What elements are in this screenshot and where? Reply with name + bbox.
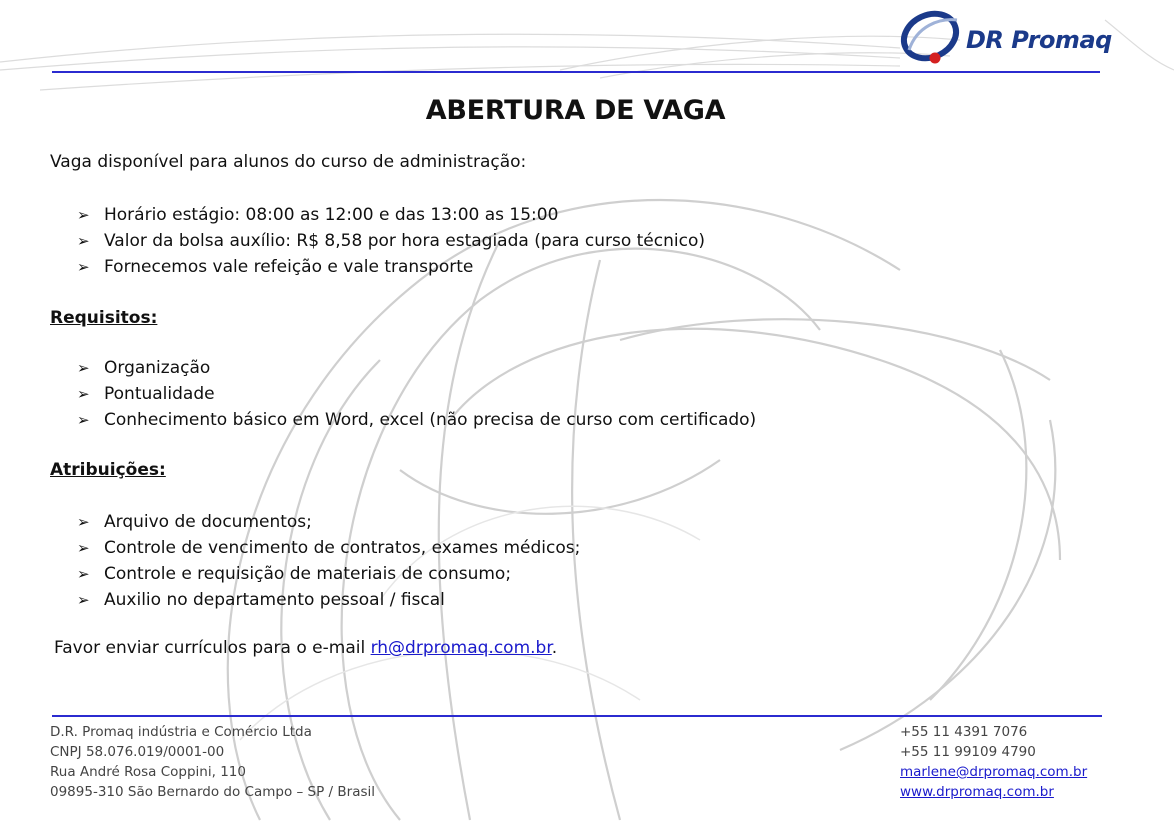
duty-item-text: Auxilio no departamento pessoal / fiscal	[104, 590, 445, 610]
footer-phone-2: +55 11 99109 4790	[900, 744, 1036, 760]
arrowhead-bullet-icon: ➢	[77, 258, 90, 276]
requirement-item-text: Conhecimento básico em Word, excel (não precisa de curso com certificado)	[104, 410, 757, 430]
duty-item-text: Controle de vencimento de contratos, exames médicos;	[104, 538, 581, 558]
footer-address	[50, 722, 375, 802]
arrowhead-bullet-icon: ➢	[77, 539, 90, 557]
page-title: ABERTURA DE VAGA	[425, 95, 726, 126]
footer-website-link[interactable]: www.drpromaq.com.br	[900, 784, 1054, 800]
footer-city: 09895-310 São Bernardo do Campo – SP / Brasil	[50, 784, 376, 800]
contact-prefix: Favor enviar currículos para o e-mail	[54, 638, 371, 658]
footer-phone-1: +55 11 4391 7076	[900, 724, 1028, 740]
requirements-heading: Requisitos:	[50, 308, 158, 328]
contact-suffix: .	[551, 638, 558, 658]
duties-heading: Atribuições:	[50, 460, 166, 480]
footer-street: Rua André Rosa Coppini, 110	[50, 764, 246, 780]
intro-text: Vaga disponível para alunos do curso de administração:	[50, 152, 527, 172]
offer-item-text: Horário estágio: 08:00 as 12:00 e das 13:00 as 15:00	[104, 205, 559, 225]
header-rule	[52, 71, 1100, 73]
logo-text: DR Promaq	[966, 26, 1112, 54]
duty-item-text: Controle e requisição de materiais de consumo;	[104, 564, 512, 584]
arrowhead-bullet-icon: ➢	[77, 565, 90, 583]
offer-item-text: Fornecemos vale refeição e vale transporte	[104, 257, 474, 277]
footer-cnpj: CNPJ 58.076.019/0001-00	[50, 744, 225, 760]
arrowhead-bullet-icon: ➢	[77, 513, 90, 531]
arrowhead-bullet-icon: ➢	[77, 359, 90, 377]
footer-rule	[52, 715, 1102, 717]
footer-email-link[interactable]: marlene@drpromaq.com.br	[900, 764, 1088, 780]
footer-company: D.R. Promaq indústria e Comércio Ltda	[50, 724, 312, 740]
offer-item-text: Valor da bolsa auxílio: R$ 8,58 por hora estagiada (para curso técnico)	[104, 231, 705, 251]
arrowhead-bullet-icon: ➢	[77, 385, 90, 403]
arrowhead-bullet-icon: ➢	[77, 411, 90, 429]
footer-contacts	[900, 722, 1087, 802]
duty-item-text: Arquivo de documentos;	[104, 512, 312, 532]
contact-email-link[interactable]: rh@drpromaq.com.br	[370, 638, 552, 658]
arrowhead-bullet-icon: ➢	[77, 591, 90, 609]
contact-line	[54, 638, 557, 658]
arrowhead-bullet-icon: ➢	[77, 206, 90, 224]
requirement-item-text: Pontualidade	[104, 384, 215, 404]
arrowhead-bullet-icon: ➢	[77, 232, 90, 250]
requirement-item-text: Organização	[104, 358, 211, 378]
